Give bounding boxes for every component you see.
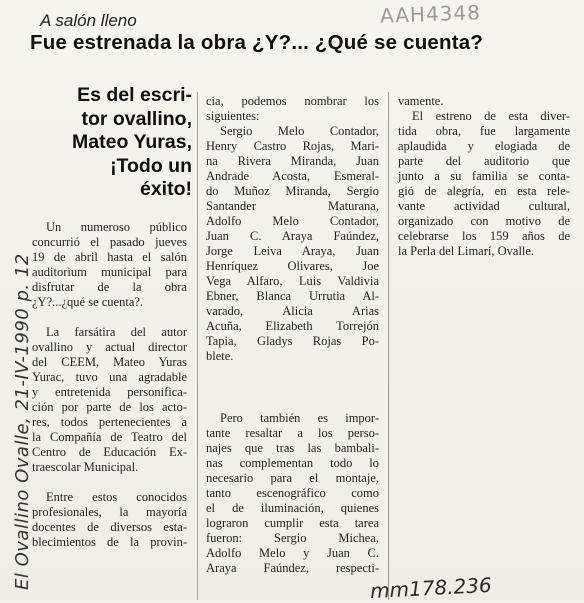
text-line: Adolfo Melo Contador, xyxy=(206,214,379,228)
text-line: na Rivera Miranda, Juan xyxy=(206,154,379,168)
text-line: Entre estos conocidos xyxy=(46,490,187,504)
article-column-3 xyxy=(398,94,570,259)
text-line: gió de alegría, en esta rele- xyxy=(398,184,570,198)
column-rule xyxy=(388,92,389,600)
text-line: auditorium municipal para xyxy=(32,265,187,279)
deck-line: Mateo Yuras, xyxy=(72,131,192,153)
deck xyxy=(52,84,192,202)
headline: Fue estrenada la obra ¿Y?... ¿Qué se cuenta? xyxy=(30,31,484,54)
text-line: y entretenida personifica- xyxy=(32,385,187,399)
text-line: Centro de Educación Ex- xyxy=(32,445,187,459)
text-line: Vega Alfaro, Luis Valdivia xyxy=(206,274,379,288)
text-line: varado, Alicia Arias xyxy=(206,304,379,318)
text-line: profesionales, la mayoría xyxy=(32,505,187,519)
text-line: tanto escenográfico como xyxy=(206,486,379,500)
text-line: concurrió el pasado jueves xyxy=(32,235,187,249)
column-rule xyxy=(197,92,198,600)
text-line: El estreno de esta diver- xyxy=(412,109,570,123)
deck-line: tor ovallino, xyxy=(81,107,192,130)
text-line: Araya Faúndez, respecti- xyxy=(206,561,379,575)
paragraph-gap xyxy=(32,310,187,325)
text-line: celebrarse los 159 años de xyxy=(398,229,570,243)
text-line: lograron cumplir esta tarea xyxy=(206,516,379,530)
text-line: Un numeroso público xyxy=(46,220,187,234)
text-line: Ebner, Blanca Urrutia Al- xyxy=(206,289,379,303)
text-line: necesario para el montaje, xyxy=(206,471,379,485)
handwritten-source-note: El Ovallino Ovalle, 21-IV-1990 p. 12 xyxy=(12,253,33,590)
text-line: el de iluminación, quienes xyxy=(206,501,379,515)
text-line: cia, podemos nombrar los xyxy=(206,94,379,108)
text-line: Adolfo Melo y Juan C. xyxy=(206,546,379,560)
deck-line: Es del escri- xyxy=(77,84,192,106)
article-column-2 xyxy=(206,94,379,364)
text-line: junto a su familia se conta- xyxy=(398,169,570,183)
text-line: fueron: Sergio Michea, xyxy=(206,531,379,545)
text-line: La farsátira del autor xyxy=(46,325,187,339)
text-line: najes que tras las bambali- xyxy=(206,441,379,455)
text-line: Henry Castro Rojas, Mari- xyxy=(206,139,379,153)
text-line: nas complementan todo lo xyxy=(206,456,379,470)
article-column-2-continued xyxy=(206,411,379,576)
text-line: Juan C. Araya Faúndez, xyxy=(206,229,379,243)
text-line: tante resaltar a los perso- xyxy=(206,426,379,440)
text-line: Andrade Acosta, Esmeral- xyxy=(206,169,379,183)
text-line: tida obra, fue largamente xyxy=(398,124,570,138)
text-line: Pero también es impor- xyxy=(220,411,379,425)
deck-line: ¡Todo un xyxy=(110,154,192,177)
text-line: Jorge Leiva Araya, Juan xyxy=(206,244,379,258)
text-line: Yurac, tuvo una agradable xyxy=(32,370,187,384)
text-line: disfrutar de la obra xyxy=(32,280,187,294)
article-column-1 xyxy=(32,220,187,550)
text-line: res, todos pertenecientes a xyxy=(32,415,187,429)
text-line: Santander Maturana, xyxy=(206,199,379,213)
text-line: blecimientos de la provin- xyxy=(32,535,187,549)
text-line: ción por parte de los acto- xyxy=(32,400,187,414)
paragraph-gap xyxy=(32,475,187,490)
text-line: docentes de diversos esta- xyxy=(32,520,187,534)
text-line: Tapia, Gladys Rojas Po- xyxy=(206,334,379,348)
text-line: organizado con motivo de xyxy=(398,214,570,228)
text-line: ¿Y?...¿qué se cuenta?. xyxy=(32,295,144,309)
text-line: blete. xyxy=(206,349,234,363)
text-line: la Perla del Limarí, Ovalle. xyxy=(398,244,535,258)
archive-stamp: AAH4348 xyxy=(379,0,482,28)
text-line: siguientes: xyxy=(206,109,260,123)
kicker: A salón lleno xyxy=(40,11,137,30)
text-line: del CEEM, Mateo Yuras xyxy=(32,355,187,369)
text-line: Acuña, Elizabeth Torrejón xyxy=(206,319,379,333)
text-line: parte del auditorio que xyxy=(398,154,570,168)
text-line: vamente. xyxy=(398,94,444,108)
text-line: do Muñoz Miranda, Sergio xyxy=(206,184,379,198)
text-line: la Compañía de Teatro del xyxy=(32,430,187,444)
text-line: Henríquez Olivares, Joe xyxy=(206,259,379,273)
text-line: traescolar Municipal. xyxy=(32,460,139,474)
text-line: Sergio Melo Contador, xyxy=(220,124,379,138)
text-line: aplaudida y elogiada de xyxy=(398,139,570,153)
handwritten-archive-code: mm178.236 xyxy=(369,572,493,603)
deck-line: éxito! xyxy=(139,178,192,200)
text-line: vante actividad cultural, xyxy=(398,199,570,213)
text-line: 19 de abril hasta el salón xyxy=(32,250,187,264)
text-line: ovallino y actual director xyxy=(32,340,187,354)
